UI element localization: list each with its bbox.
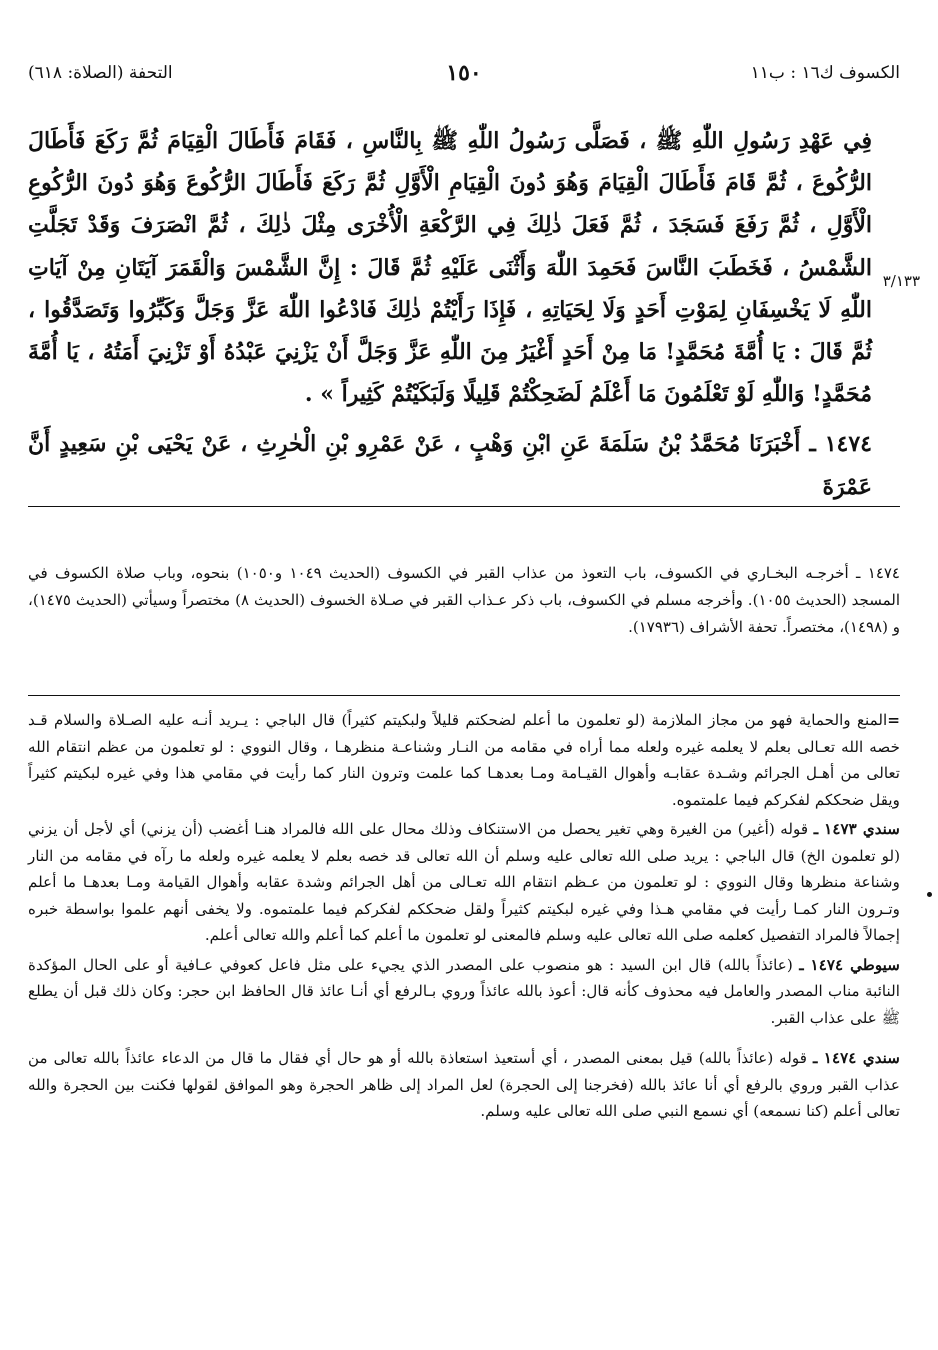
sindi-1473-label: سندي ١٤٧٣ ـ: [813, 820, 900, 838]
sindi-1474-label: سندي ١٤٧٤ ـ: [812, 1049, 900, 1067]
divider-takhrij-commentary: [28, 695, 900, 696]
commentary-sindi-1474: [28, 1045, 900, 1125]
margin-volume-reference: ٣/١٣٣: [882, 272, 920, 290]
continuation-text: المنع والحماية فهو من مجاز الملازمة (لو تعلمون ما أعلم لضحكتم قليلاً ولبكيتم كثيراً) قال الباجي : يـريد أنـه عليه الصـلاة والسلام قـد خصه الله تعـالى بعلم لا يعلمه غيره ولعله مما أراه في مقامه من النـار وشناعـة منظرهـا ، وقال النووي : لو تعلمون من عظم انتقام الله تعالى من أهـل الجرائم وشـدة عقابـه وأهوال القيـامة ومـا بعدهـا كما علمت وترون النار كما رأيت في مقامي هذا وفي غيره لبكيتم كثيراً ويقل ضحككم لفكركم فيما علمتموه.: [28, 711, 900, 809]
sindi-1474-text: قوله (عائذاً بالله) قيل بمعنى المصدر ، أي أستعيذ استعاذة بالله أو هو حال أي فقال ما قال من الدعاء عائذاً بالله تعالى من عذاب القبر وروي بالرفع أي أنا عائذ بالله (فخرجنا إلى الحجرة) لعل المراد إلى ظاهر الحجرة وهو الموافق لقولها فكنت بين الحجرة والله تعالى أعلم (كنا نسمعه) أي نسمع النبي صلى الله تعالى عليه وسلم.: [28, 1049, 900, 1120]
running-header: [28, 58, 900, 92]
suyuti-1474-label: سيوطي ١٤٧٤ ـ: [799, 955, 900, 974]
tuhfa-reference: التحفة (الصلاة: ٦١٨): [28, 63, 173, 83]
commentary-section: [28, 707, 900, 1128]
continuation-mark: =: [887, 711, 900, 729]
chapter-reference: الكسوف ك١٦ : ب١١: [750, 63, 900, 83]
takhrij-footnote: [28, 560, 900, 641]
commentary-sindi-1473: [28, 816, 900, 949]
commentary-suyuti-1474: [28, 952, 900, 1032]
sindi-1473-text: قوله (أغير) من الغيرة وهي تغير يحصل من الاستنكاف وذلك محال على الله فالمراد هنـا أغضب (أن يزني) أي لأجل أن يزني (لو تعلمون الخ) قال الباجي : يريد صلى الله تعالى عليه وسلم أن الله تعالى قد خصه بعلم لا يعلمه غيره ولعله ما رآه في مقامه من النار وشناعة منظرها وقال النووي : لو تعلمون من عـظم انتقام الله تعـالى من أهل الجرائم وشدة عقابه وأهوال القيامة ومـا بعدهـا ما أعلم وتـرون النار كمـا رأيت في مقامي هـذا وفي غيره لبكيتم كثيراً ولقل ضحككم لفكركم فيما علمتموه. ولا يخفى أنهم علموا بواسطة خبره إجمالاً فالمراد التفصيل كعلمه صلى الله تعالى عليه وسلم فالمعنى لو تعلمون ما أعلم كما أعلم والله تعالى أعلم.: [28, 820, 900, 944]
hadith-paragraph-1473-end: فِي عَهْدِ رَسُولِ اللّٰهِ ﷺ ، فَصَلَّى رَسُولُ اللّٰهِ ﷺ بِالنَّاسِ ، فَقَامَ فَأَطَالَ الْقِيَامَ ثُمَّ رَكَعَ فَأَطَالَ الرُّكُوعَ ، ثُمَّ قَامَ فَأَطَالَ الْقِيَامَ وَهُوَ دُونَ الْقِيَامِ الْأَوَّلِ ثُمَّ رَكَعَ فَأَطَالَ الرُّكُوعَ وَهُوَ دُونَ الرُّكُوعِ الْأَوَّلِ ، ثُمَّ رَفَعَ فَسَجَدَ ، ثُمَّ فَعَلَ ذٰلِكَ فِي الرَّكْعَةِ الْأُخْرَى مِثْلَ ذٰلِكَ ، ثُمَّ انْصَرَفَ وَقَدْ تَجَلَّتِ الشَّمْسُ ، فَخَطَبَ النَّاسَ فَحَمِدَ اللّٰهَ وَأَثْنَى عَلَيْهِ ثُمَّ قَالَ : إِنَّ الشَّمْسَ وَالْقَمَرَ آيَتَانِ مِنْ آيَاتِ اللّٰهِ لَا يَخْسِفَانِ لِمَوْتِ أَحَدٍ وَلَا لِحَيَاتِهِ ، فَإِذَا رَأَيْتُمْ ذٰلِكَ فَادْعُوا اللّٰهَ عَزَّ وَجَلَّ وَكَبِّرُوا وَتَصَدَّقُوا ، ثُمَّ قَالَ : يَا أُمَّةَ مُحَمَّدٍ! مَا مِنْ أَحَدٍ أَغْيَرُ مِنَ اللّٰهِ عَزَّ وَجَلَّ أَنْ يَزْنِيَ عَبْدُهُ أَوْ تَزْنِيَ أَمَتُهُ ، يَا أُمَّةَ مُحَمَّدٍ! وَاللّٰهِ لَوْ تَعْلَمُونَ مَا أَعْلَمُ لَضَحِكْتُمْ قَلِيلًا وَلَبَكَيْتُمْ كَثِيراً » .: [28, 128, 872, 408]
takhrij-paragraph: ١٤٧٤ ـ أخرجـه البخـاري في الكسوف، باب التعوذ من عذاب القبر في الكسوف (الحديث ١٠٤٩ و١٠٥٠) بنحوه، وباب صلاة الكسوف في المسجد (الحديث ١٠٥٥). وأخرجه مسلم في الكسوف، باب ذكر عـذاب القبر في صـلاة الخسوف (الحديث ٨) مختصراً وسيأتي (الحديث ١٤٧٥)، و (١٤٩٨)، مختصراً. تحفة الأشراف (١٧٩٣٦).: [28, 564, 900, 636]
page-number: ١٥٠: [446, 60, 482, 86]
commentary-continuation: [28, 707, 900, 813]
suyuti-1474-text: (عائذاً بالله) قال ابن السيد : هو منصوب على المصدر الذي يجيء على مثل فاعل كعوفي عـافية أو على الحال المؤكدة النائبة مناب المصدر والعامل فيه محذوف كأنه قال: أعوذ بالله عائذاً وروي بـالرفع أي أنـا عائذ قال الحافظ ابن حجر: وكان ذلك قبل أن يطلع ﷺ على عذاب القبر.: [28, 955, 900, 1027]
hadith-paragraph-1474-start: ١٤٧٤ ـ أَخْبَرَنَا مُحَمَّدُ بْنُ سَلَمَةَ عَنِ ابْنِ وَهْبٍ ، عَنْ عَمْرِو بْنِ الْحٰرِثِ ، عَنْ يَحْيَى بْنِ سَعِيدٍ أَنَّ عَمْرَةَ: [28, 431, 872, 500]
divider-main-takhrij: [28, 506, 900, 507]
scan-mark: [927, 892, 932, 897]
hadith-main-text: [28, 120, 872, 508]
